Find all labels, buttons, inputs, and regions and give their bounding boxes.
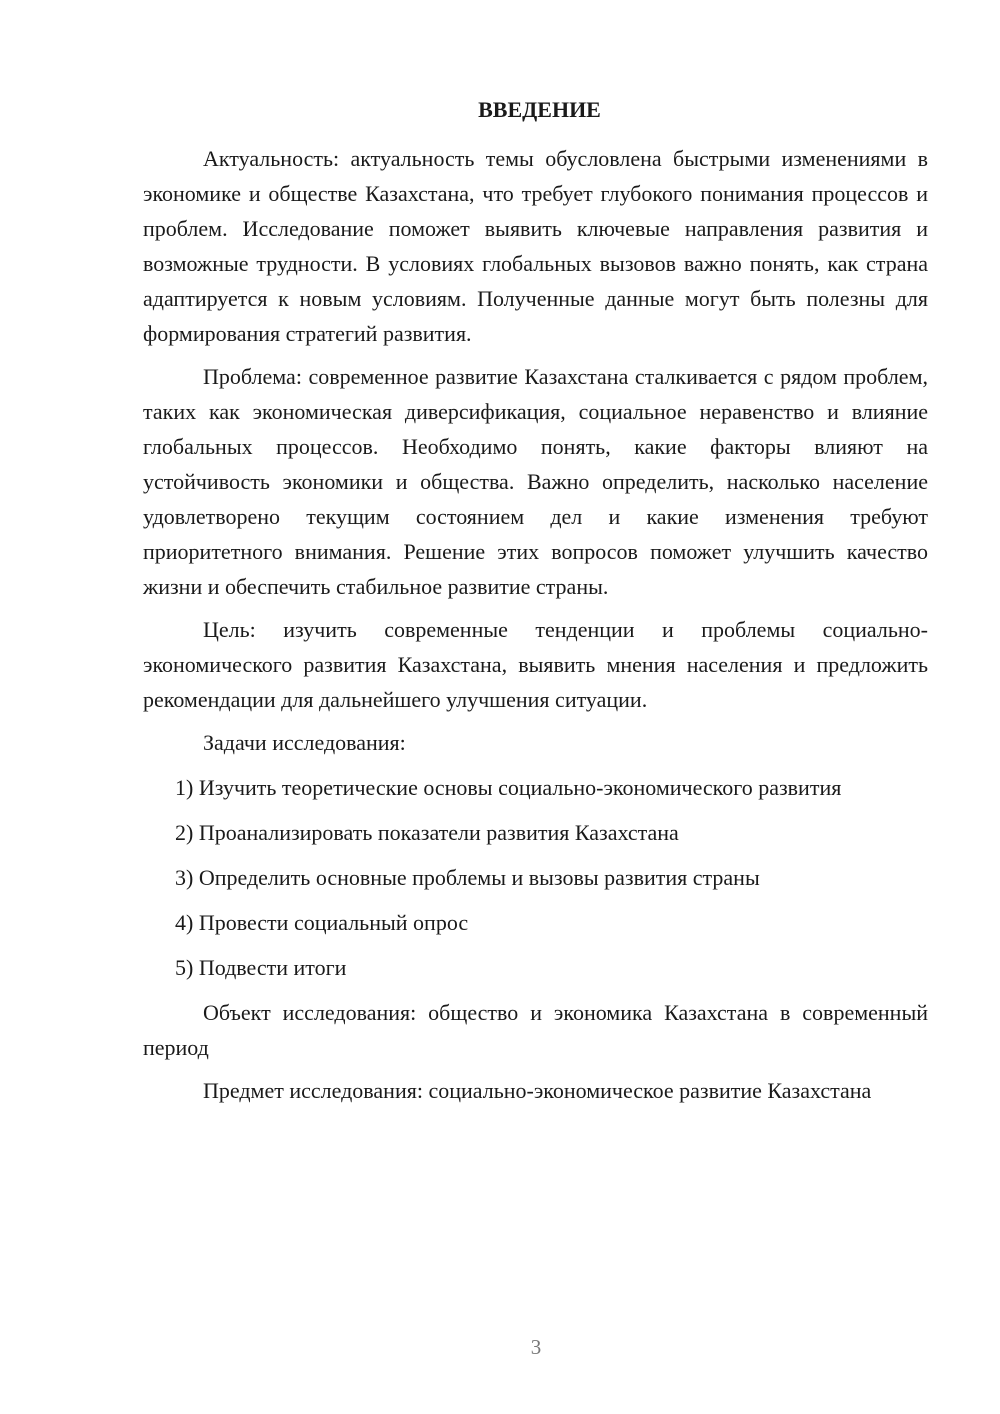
paragraph-problem: Проблема: современное развитие Казахстана сталкивается с рядом проблем, таких как экономическая диверсификация, социальное неравенство и влияние глобальных процессов. Необходимо понять, какие факторы влияют на устойчивость экономики и общества. Важно определить, насколько население удовлетворено текущим состоянием дел и какие изменения требуют приоритетного внимания. Решение этих вопросов поможет улучшить качество жизни и обеспечить стабильное развитие страны. [143, 364, 928, 599]
document-page [143, 95, 928, 1116]
task-item: 4) Провести социальный опрос [175, 910, 469, 935]
tasks-heading: Задачи исследования: [203, 730, 406, 755]
page-number: 3 [530, 1335, 542, 1359]
page-title: ВВЕДЕНИЕ [478, 97, 601, 122]
task-item: 2) Проанализировать показатели развития Казахстана [175, 820, 679, 845]
paragraph-subject: Предмет исследования: социально-экономическое развитие Казахстана [203, 1078, 872, 1103]
paragraph-goal: Цель: изучить современные тенденции и проблемы социально-экономического развития Казахстана, выявить мнения населения и предложить рекомендации для дальнейшего улучшения ситуации. [143, 617, 928, 712]
task-item: 3) Определить основные проблемы и вызовы развития страны [175, 865, 760, 890]
task-item: 1) Изучить теоретические основы социально-экономического развития [175, 775, 842, 800]
paragraph-object: Объект исследования: общество и экономика Казахстана в современный период [143, 1000, 928, 1060]
task-item: 5) Подвести итоги [175, 955, 347, 980]
paragraph-relevance: Актуальность: актуальность темы обусловлена быстрыми изменениями в экономике и обществе Казахстана, что требует глубокого понимания процессов и проблем. Исследование поможет выявить ключевые направления развития и возможные трудности. В условиях глобальных вызовов важно понять, как страна адаптируется к новым условиям. Полученные данные могут быть полезны для формирования стратегий развития. [143, 146, 928, 346]
